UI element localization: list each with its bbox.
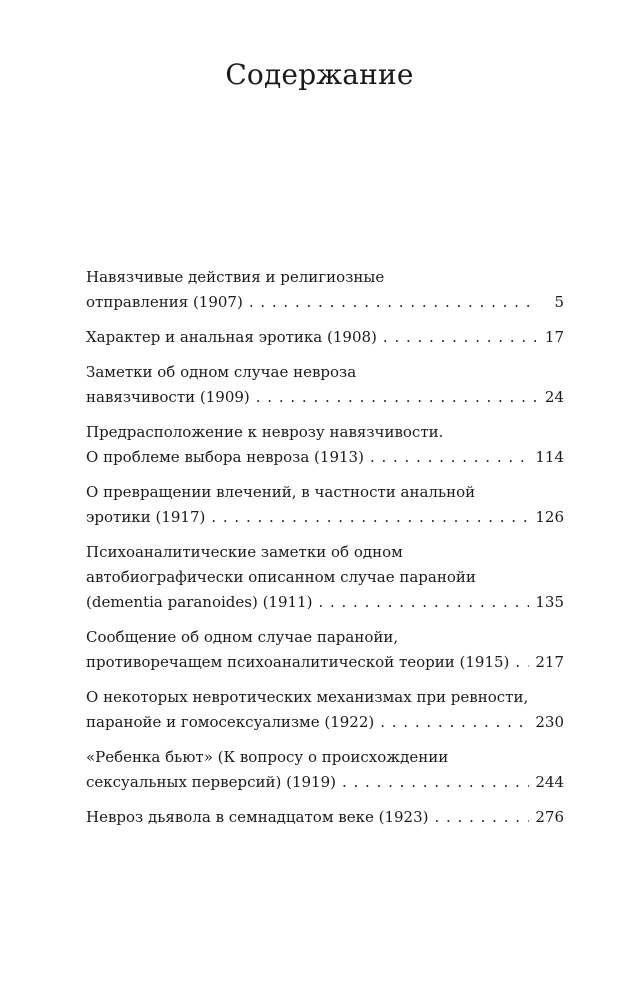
dot-leader bbox=[383, 325, 536, 350]
dot-leader bbox=[380, 710, 529, 735]
toc-entry bbox=[86, 685, 564, 735]
toc-entry-last-line bbox=[86, 445, 564, 470]
toc-entry-title-line: противоречащем психоаналитической теории (1915) bbox=[86, 653, 510, 671]
toc-entry bbox=[86, 360, 564, 410]
toc-entry-title-line: «Ребенка бьют» (К вопросу о происхождении bbox=[86, 748, 449, 766]
toc-entry-title-line: отправления (1907) bbox=[86, 293, 243, 311]
toc-entry-title-line: сексуальных перверсий) (1919) bbox=[86, 773, 336, 791]
toc-entry-title-line: Невроз дьявола в семнадцатом веке (1923) bbox=[86, 808, 429, 826]
dot-leader bbox=[434, 805, 529, 830]
toc-entry-page-number: 126 bbox=[535, 508, 564, 526]
toc-entry-title-line: паранойе и гомосексуализме (1922) bbox=[86, 713, 375, 731]
dot-leader bbox=[256, 385, 536, 410]
toc-entry bbox=[86, 745, 564, 795]
toc-entry-last-line bbox=[86, 710, 564, 735]
toc-entry-title-line: автобиографически описанном случае паранойи bbox=[86, 568, 476, 586]
toc-entry-title-line: навязчивости (1909) bbox=[86, 388, 250, 406]
table-of-contents bbox=[86, 265, 564, 830]
toc-entry-page-number: 114 bbox=[535, 448, 564, 466]
toc-entry bbox=[86, 540, 564, 615]
toc-entry-last-line bbox=[86, 290, 564, 315]
toc-entry-last-line bbox=[86, 650, 564, 675]
toc-entry bbox=[86, 325, 564, 350]
toc-entry-last-line bbox=[86, 325, 564, 350]
toc-entry-title-line: Психоаналитические заметки об одном bbox=[86, 543, 403, 561]
toc-entry bbox=[86, 625, 564, 675]
toc-entry-title-line: Заметки об одном случае невроза bbox=[86, 363, 357, 381]
toc-entry-page-number: 230 bbox=[535, 713, 564, 731]
dot-leader bbox=[249, 290, 536, 315]
toc-entry bbox=[86, 480, 564, 530]
toc-entry-page-number: 135 bbox=[535, 593, 564, 611]
dot-leader bbox=[318, 590, 529, 615]
toc-entry-page-number: 276 bbox=[535, 808, 564, 826]
toc-entry-page-number: 24 bbox=[544, 388, 564, 406]
toc-entry-title-line: О превращении влечений, в частности анальной bbox=[86, 483, 476, 501]
toc-entry-title-line: Навязчивые действия и религиозные bbox=[86, 268, 385, 286]
toc-entry-title-line: О некоторых невротических механизмах при ревности, bbox=[86, 688, 529, 706]
toc-entry-last-line bbox=[86, 590, 564, 615]
toc-entry bbox=[86, 805, 564, 830]
dot-leader bbox=[370, 445, 529, 470]
toc-entry-page-number: 5 bbox=[554, 293, 564, 311]
toc-entry bbox=[86, 420, 564, 470]
toc-entry-last-line bbox=[86, 385, 564, 410]
toc-entry-title-line: эротики (1917) bbox=[86, 508, 206, 526]
toc-entry-title-line: Характер и анальная эротика (1908) bbox=[86, 328, 377, 346]
toc-entry-title-line: Предрасположение к неврозу навязчивости. bbox=[86, 423, 444, 441]
toc-entry-last-line bbox=[86, 505, 564, 530]
toc-entry-page-number: 244 bbox=[535, 773, 564, 791]
toc-entry-last-line bbox=[86, 770, 564, 795]
toc-entry bbox=[86, 265, 564, 315]
dot-leader bbox=[211, 505, 529, 530]
toc-entry-title-line: (dementia paranoides) (1911) bbox=[86, 593, 313, 611]
toc-entry-title-line: Сообщение об одном случае паранойи, bbox=[86, 628, 399, 646]
toc-entry-page-number: 17 bbox=[544, 328, 564, 346]
toc-entry-page-number: 217 bbox=[535, 653, 564, 671]
dot-leader bbox=[342, 770, 529, 795]
toc-entry-title-line: О проблеме выбора невроза (1913) bbox=[86, 448, 364, 466]
toc-entry-last-line bbox=[86, 805, 564, 830]
page-title: Содержание bbox=[225, 58, 414, 91]
dot-leader bbox=[515, 650, 529, 675]
